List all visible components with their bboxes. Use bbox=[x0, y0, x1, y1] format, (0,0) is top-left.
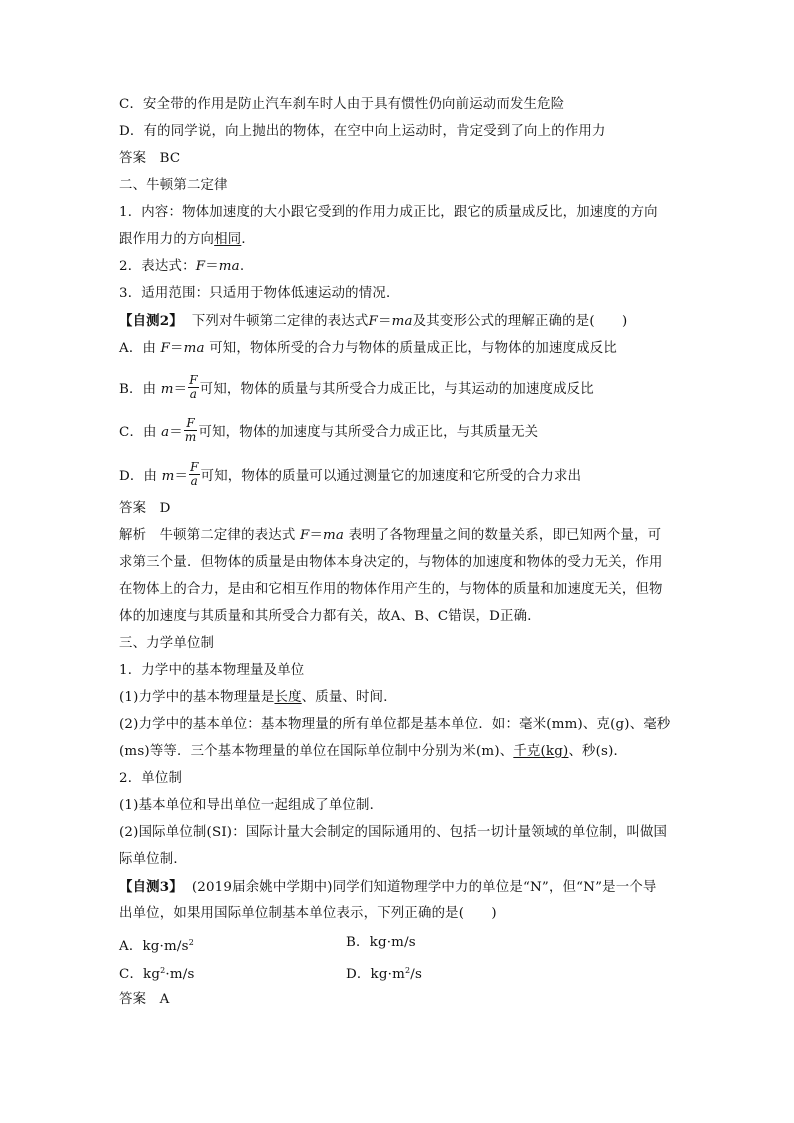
si-definition-line: (2)国际单位制(SI)：国际计量大会制定的国际通用的、包括一切计量领域的单位制，叫做国 bbox=[119, 825, 668, 840]
self-test-2-option-b: B．由 m＝ $\frac{F}{a}$ 可知，物体的质量与其所受合力成正比，与其运动的加速度成反比 bbox=[119, 373, 594, 401]
fraction-f-over-a: $\frac{F}{a}$ bbox=[190, 460, 199, 488]
expression-line: 2．表达式：F＝ma. bbox=[119, 259, 245, 274]
answer-line: 答案 A bbox=[119, 992, 170, 1007]
analysis-paragraph-line: 求第三个量．但物体的质量是由物体本身决定的，与物体的加速度和物体的受力无关，作用 bbox=[119, 555, 663, 570]
content-paragraph-continued: 跟作用力的方向相同． bbox=[119, 232, 255, 247]
option-d-text: D．有的同学说，向上抛出的物体，在空中向上运动时，肯定受到了向上的作用力 bbox=[119, 124, 606, 139]
self-test-2-option-a: A．由 F＝ma 可知，物体所受的合力与物体的质量成正比，与物体的加速度成反比 bbox=[119, 341, 617, 356]
scope-line: 3．适用范围：只适用于物体低速运动的情况． bbox=[119, 286, 400, 301]
option-b: B．kg·m/s bbox=[346, 935, 416, 950]
basic-units-line: (2)力学中的基本单位：基本物理量的所有单位都是基本单位．如：毫米(mm)、克(g)、毫秒 bbox=[119, 717, 671, 732]
option-d: D．$kg\cdot m^2/s$ bbox=[346, 966, 423, 982]
fraction-f-over-a: $\frac{F}{a}$ bbox=[189, 373, 198, 401]
si-definition-line-continued: 际单位制． bbox=[119, 852, 187, 867]
section-heading-newton-second-law: 二、牛顿第二定律 bbox=[119, 178, 228, 193]
analysis-paragraph: 解析 牛顿第二定律的表达式 F＝ma 表明了各物理量之间的数量关系，即已知两个量，可 bbox=[119, 528, 662, 543]
content-paragraph: 1．内容：物体加速度的大小跟它受到的作用力成正比，跟它的质量成反比，加速度的方向 bbox=[119, 205, 658, 220]
subheading-unit-system: 2．单位制 bbox=[119, 771, 183, 786]
option-c-text: C．安全带的作用是防止汽车刹车时人由于具有惯性仍向前运动而发生危险 bbox=[119, 97, 565, 112]
self-test-3-question: 【自测3】 (2019届余姚中学期中)同学们知道物理学中力的单位是“N”，但“N”是一个导 bbox=[119, 879, 657, 895]
self-test-2-question: 【自测2】 下列对牛顿第二定律的表达式F＝ma及其变形公式的理解正确的是( ) bbox=[119, 313, 628, 329]
self-test-3-question-continued: 出单位，如果用国际单位制基本单位表示，下列正确的是( ) bbox=[119, 906, 497, 921]
self-test-3-options-row-2 bbox=[119, 962, 679, 984]
unit-system-line: (1)基本单位和导出单位一起组成了单位制． bbox=[119, 798, 384, 813]
basic-units-line-continued: (ms)等等．三个基本物理量的单位在国际单位制中分别为米(m)、千克(kg)、秒(s)． bbox=[119, 744, 628, 759]
option-a: A．$kg\cdot m/s^2$ bbox=[119, 938, 194, 954]
analysis-paragraph-line: 体的加速度与其质量和其所受合力都有关，故A、B、C错误，D正确． bbox=[119, 609, 541, 624]
analysis-paragraph-line: 在物体上的合力，是由和它相互作用的物体作用产生的，与物体的质量和加速度无关，但物 bbox=[119, 582, 663, 597]
answer-line: 答案 BC bbox=[119, 151, 181, 166]
self-test-2-option-c: C．由 a＝ $\frac{F}{m}$ 可知，物体的加速度与其所受合力成正比，与其质量无关 bbox=[119, 416, 539, 444]
basic-quantities-line: (1)力学中的基本物理量是长度、质量、时间． bbox=[119, 690, 397, 705]
section-heading-unit-system: 三、力学单位制 bbox=[119, 636, 215, 651]
self-test-3-options-row-1 bbox=[119, 934, 679, 956]
self-test-2-option-d: D．由 m＝ $\frac{F}{a}$ 可知，物体的质量可以通过测量它的加速度和它所受的合力求出 bbox=[119, 460, 582, 488]
subheading-basic-quantities: 1．力学中的基本物理量及单位 bbox=[119, 663, 305, 678]
answer-line: 答案 D bbox=[119, 501, 171, 516]
fraction-f-over-m: $\frac{F}{m}$ bbox=[184, 416, 197, 444]
option-c: C．$kg^2\cdot m/s$ bbox=[119, 966, 195, 982]
